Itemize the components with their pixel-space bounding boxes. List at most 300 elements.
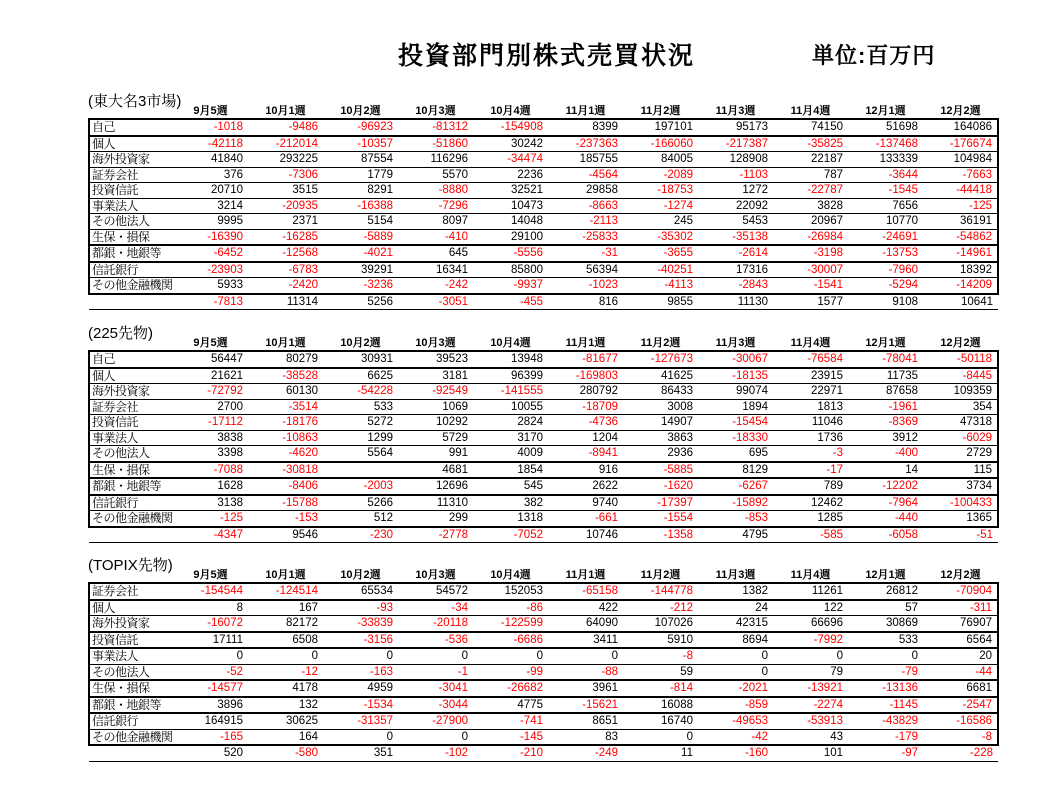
- cell: 96399: [511, 369, 543, 382]
- total-row: [89, 527, 998, 543]
- cell: -8369: [888, 416, 918, 429]
- cell: 0: [386, 650, 393, 663]
- cell: -30007: [807, 263, 843, 276]
- column-header: 11月1週: [565, 337, 606, 349]
- cell: 10770: [886, 215, 918, 228]
- cell: -10863: [282, 431, 318, 444]
- cell: -125: [968, 199, 992, 212]
- cell: 2824: [517, 416, 543, 429]
- cell: 3214: [217, 199, 243, 212]
- cell: 5729: [442, 431, 468, 444]
- table-row: [89, 713, 998, 729]
- row-label: 海外投資家: [92, 152, 150, 167]
- cell: -30067: [732, 353, 768, 366]
- column-header: 11月3週: [715, 569, 756, 581]
- cell: -3236: [363, 279, 393, 292]
- cell: 43: [830, 730, 843, 743]
- cell: 0: [536, 650, 543, 663]
- cell: 3181: [442, 369, 468, 382]
- cell: -43829: [882, 715, 918, 728]
- cell: 9740: [592, 496, 618, 509]
- cell: 17111: [212, 633, 243, 646]
- cell: -33839: [357, 617, 393, 630]
- column-header: 12月2週: [940, 569, 981, 581]
- table-body: [89, 119, 998, 294]
- cell: 2236: [517, 168, 543, 181]
- cell: 11310: [436, 496, 468, 509]
- row-label: 都銀・地銀等: [92, 479, 162, 494]
- cell: 8129: [742, 463, 768, 476]
- cell: 14048: [511, 215, 543, 228]
- table-row: [89, 664, 998, 680]
- cell: 991: [448, 447, 468, 460]
- cell: -14577: [207, 682, 243, 695]
- page-title: 投資部門別株式売買状況: [398, 42, 696, 70]
- cell: -7992: [813, 633, 843, 646]
- cell: 9855: [667, 295, 693, 308]
- row-label: 生保・損保: [92, 681, 150, 696]
- cell: 3828: [817, 199, 843, 212]
- cell: 10746: [586, 528, 618, 541]
- cell: -99: [526, 665, 543, 678]
- cell: -13921: [807, 682, 843, 695]
- cell: 79: [830, 665, 843, 678]
- row-label: 事業法人: [92, 649, 139, 664]
- cell: 10473: [511, 199, 543, 212]
- cell: 5453: [742, 215, 768, 228]
- cell: 107026: [654, 617, 693, 630]
- column-header: 11月2週: [640, 105, 681, 117]
- column-header: 12月2週: [940, 337, 981, 349]
- cell: 36191: [960, 215, 992, 228]
- cell: 14: [905, 463, 918, 476]
- cell: 422: [598, 601, 618, 614]
- cell: -1274: [663, 199, 693, 212]
- cell: 3838: [217, 431, 243, 444]
- cell: 4178: [292, 682, 318, 695]
- cell: 24: [755, 601, 768, 614]
- cell: 6508: [292, 633, 318, 646]
- cell: -102: [444, 747, 468, 760]
- cell: 116296: [430, 153, 468, 166]
- cell: -18330: [732, 431, 768, 444]
- cell: -1358: [663, 528, 693, 541]
- cell: 22971: [811, 385, 843, 398]
- cell: 245: [673, 215, 693, 228]
- cell: -16390: [207, 230, 243, 243]
- cell: -859: [744, 698, 768, 711]
- table-title: (東大名3市場): [88, 93, 182, 110]
- cell: -79: [901, 665, 918, 678]
- cell: 0: [236, 650, 243, 663]
- cell: -536: [444, 633, 468, 646]
- cell: -137468: [875, 137, 918, 150]
- cell: 74150: [811, 121, 843, 134]
- cell: 29858: [586, 184, 618, 197]
- column-header: 9月5週: [193, 569, 228, 581]
- cell: 5266: [367, 496, 393, 509]
- cell: 5256: [367, 295, 393, 308]
- cell: 1299: [367, 431, 393, 444]
- table-row: [89, 262, 998, 278]
- cell: 14907: [661, 416, 693, 429]
- cell: -14209: [956, 279, 992, 292]
- cell: -8941: [588, 447, 618, 460]
- cell: 3961: [592, 682, 618, 695]
- cell: 133339: [879, 153, 918, 166]
- cell: -7306: [288, 168, 318, 181]
- cell: -7052: [513, 528, 543, 541]
- cell: -54862: [956, 230, 992, 243]
- cell: 22092: [736, 199, 768, 212]
- cell: -242: [444, 279, 468, 292]
- cell: 1736: [817, 431, 843, 444]
- row-label: 個人: [92, 368, 116, 383]
- cell: 695: [748, 447, 768, 460]
- cell: 11046: [811, 416, 843, 429]
- cell: 23915: [811, 369, 843, 382]
- column-header: 11月1週: [565, 569, 606, 581]
- cell: -6686: [513, 633, 543, 646]
- cell: 30242: [511, 137, 543, 150]
- column-header: 9月5週: [193, 105, 228, 117]
- table-row: [89, 632, 998, 649]
- column-header: 11月2週: [640, 569, 681, 581]
- cell: 10292: [436, 416, 468, 429]
- data-table: [88, 102, 999, 310]
- cell: 11261: [811, 585, 843, 598]
- column-header: 10月1週: [265, 569, 306, 581]
- cell: -42: [751, 730, 768, 743]
- cell: -3: [832, 447, 843, 460]
- column-header: 11月4週: [790, 337, 831, 349]
- cell: -3044: [438, 698, 468, 711]
- header-row: [89, 334, 998, 351]
- cell: -35302: [657, 230, 693, 243]
- table-row: [89, 495, 998, 511]
- cell: -5294: [888, 279, 918, 292]
- column-header: 12月2週: [940, 105, 981, 117]
- cell: -163: [369, 665, 393, 678]
- cell: -44418: [956, 184, 992, 197]
- cell: 185755: [579, 153, 618, 166]
- cell: -237363: [575, 137, 618, 150]
- cell: -76584: [807, 353, 843, 366]
- cell: 8399: [592, 121, 618, 134]
- cell: -311: [969, 601, 992, 614]
- cell: -8663: [588, 199, 618, 212]
- column-header: 10月4週: [490, 337, 531, 349]
- cell: -40251: [657, 263, 693, 276]
- cell: 4775: [517, 698, 543, 711]
- cell: -15788: [282, 496, 318, 509]
- cell: -2089: [663, 168, 693, 181]
- cell: -12568: [282, 247, 318, 260]
- cell: -6267: [738, 480, 768, 493]
- cell: 1365: [966, 512, 992, 525]
- row-label: 都銀・地銀等: [92, 246, 162, 261]
- cell: -1541: [813, 279, 843, 292]
- cell: 11130: [737, 295, 768, 308]
- data-table: [88, 566, 999, 762]
- table-row: [89, 648, 998, 664]
- cell: -7960: [888, 263, 918, 276]
- cell: -81312: [432, 121, 468, 134]
- cell: 12462: [811, 496, 843, 509]
- cell: -24691: [882, 230, 918, 243]
- cell: -16586: [956, 715, 992, 728]
- cell: 1813: [817, 400, 843, 413]
- row-label: 生保・損保: [92, 229, 150, 244]
- cell: 16740: [661, 715, 693, 728]
- cell: -2547: [962, 698, 992, 711]
- cell: 30625: [286, 715, 318, 728]
- cell: -1: [457, 665, 468, 678]
- cell: 80279: [286, 353, 318, 366]
- cell: 87658: [886, 385, 918, 398]
- cell: 293225: [279, 153, 318, 166]
- table-row: [89, 478, 998, 495]
- cell: -17112: [208, 416, 243, 429]
- column-header: 10月1週: [265, 337, 306, 349]
- row-label: その他金融機関: [92, 729, 173, 744]
- cell: -4021: [363, 247, 393, 260]
- cell: 39523: [436, 353, 468, 366]
- cell: -4736: [588, 416, 618, 429]
- cell: 9108: [892, 295, 918, 308]
- table-footer: [89, 527, 998, 543]
- cell: 2622: [592, 480, 618, 493]
- cell: -15454: [732, 416, 768, 429]
- cell: 8291: [367, 184, 393, 197]
- table-row: [89, 278, 998, 294]
- cell: -124514: [275, 585, 318, 598]
- cell: 101: [823, 747, 843, 760]
- cell: -212: [669, 601, 693, 614]
- column-header: 10月1週: [265, 105, 306, 117]
- cell: 59: [680, 665, 693, 678]
- cell: -9937: [513, 279, 543, 292]
- cell: 1285: [817, 512, 843, 525]
- cell: -34474: [507, 153, 543, 166]
- row-label: 投資信託: [92, 183, 139, 198]
- cell: -7964: [888, 496, 918, 509]
- cell: 54572: [436, 585, 468, 598]
- table-row: [89, 119, 998, 136]
- cell: 9546: [292, 528, 318, 541]
- row-label: その他金融機関: [92, 511, 173, 526]
- cell: 128908: [729, 153, 768, 166]
- cell: -3156: [363, 633, 393, 646]
- table-body: [89, 351, 998, 527]
- cell: 164915: [204, 715, 243, 728]
- cell: -12202: [882, 480, 918, 493]
- column-header: 10月3週: [415, 337, 456, 349]
- cell: 60130: [286, 385, 318, 398]
- cell: 16341: [436, 263, 468, 276]
- cell: 82172: [286, 617, 318, 630]
- cell: -86: [526, 601, 543, 614]
- cell: 56447: [211, 353, 243, 366]
- column-header: 12月1週: [865, 569, 906, 581]
- cell: -20935: [282, 199, 318, 212]
- cell: 2371: [292, 215, 318, 228]
- cell: 520: [223, 747, 243, 760]
- cell: -51: [976, 528, 993, 541]
- cell: 47318: [960, 416, 992, 429]
- cell: 512: [373, 512, 393, 525]
- cell: -160: [744, 747, 768, 760]
- cell: 6681: [966, 682, 992, 695]
- cell: 1272: [742, 184, 768, 197]
- table-row: [89, 462, 998, 479]
- cell: -54228: [357, 385, 393, 398]
- cell: 22187: [811, 153, 843, 166]
- cell: 3912: [892, 431, 918, 444]
- cell: [323, 462, 398, 479]
- row-label: 証券会社: [92, 167, 139, 182]
- row-label: 個人: [92, 136, 116, 151]
- cell: 3863: [667, 431, 693, 444]
- cell: -210: [519, 747, 543, 760]
- row-label: その他法人: [92, 446, 150, 461]
- cell: 11314: [286, 295, 318, 308]
- cell: -144778: [650, 585, 693, 598]
- cell: -35825: [807, 137, 843, 150]
- cell: -455: [519, 295, 543, 308]
- cell: 0: [686, 730, 693, 743]
- table-row: [89, 399, 998, 415]
- cell: 86433: [661, 385, 693, 398]
- cell: 4009: [517, 447, 543, 460]
- cell: -49653: [732, 715, 768, 728]
- cell: -6058: [888, 528, 918, 541]
- cell: 1854: [517, 463, 543, 476]
- cell: -2614: [738, 247, 768, 260]
- cell: 916: [598, 463, 618, 476]
- cell: 42315: [736, 617, 768, 630]
- cell: 12696: [436, 480, 468, 493]
- cell: -165: [219, 730, 243, 743]
- cell: 167: [298, 601, 318, 614]
- row-label: [89, 527, 173, 543]
- cell: -17397: [657, 496, 693, 509]
- cell: 6625: [367, 369, 393, 382]
- cell: -9486: [288, 121, 318, 134]
- cell: 7656: [892, 199, 918, 212]
- table-header: [89, 566, 998, 583]
- cell: 18392: [960, 263, 992, 276]
- cell: -53913: [807, 715, 843, 728]
- cell: 10641: [961, 295, 993, 308]
- cell: 76907: [960, 617, 992, 630]
- cell: -70904: [956, 585, 992, 598]
- cell: 132: [298, 698, 318, 711]
- cell: 280792: [579, 385, 618, 398]
- table-row: [89, 446, 998, 462]
- cell: 5933: [217, 279, 243, 292]
- cell: -2420: [288, 279, 318, 292]
- cell: -585: [819, 528, 843, 541]
- cell: -2003: [363, 480, 393, 493]
- column-header: 10月3週: [415, 569, 456, 581]
- column-header: 11月1週: [565, 105, 606, 117]
- cell: -1023: [588, 279, 618, 292]
- cell: -18176: [282, 416, 318, 429]
- cell: -18135: [732, 369, 768, 382]
- cell: -3051: [438, 295, 468, 308]
- table-row: [89, 136, 998, 152]
- row-label: その他法人: [92, 664, 150, 679]
- cell: 0: [761, 650, 768, 663]
- cell: 645: [448, 247, 468, 260]
- cell: 115: [973, 463, 992, 476]
- cell: 65534: [361, 585, 393, 598]
- cell: -8445: [962, 369, 992, 382]
- cell: -51860: [432, 137, 468, 150]
- cell: 0: [836, 650, 843, 663]
- table-header: [89, 334, 998, 351]
- column-header: 11月3週: [715, 337, 756, 349]
- cell: 545: [523, 480, 543, 493]
- cell: 789: [823, 480, 843, 493]
- column-header: 12月1週: [865, 105, 906, 117]
- cell: 376: [223, 168, 243, 181]
- table-section-3markets: [88, 92, 997, 310]
- cell: -52: [226, 665, 243, 678]
- table-title: (TOPIX先物): [88, 557, 173, 574]
- table-body: [89, 583, 998, 745]
- cell: 11: [681, 747, 693, 760]
- cell: -18753: [657, 184, 693, 197]
- cell: 0: [461, 730, 468, 743]
- table-section-topix-futures: [88, 556, 997, 762]
- cell: -38528: [282, 369, 318, 382]
- cell: -814: [669, 682, 693, 695]
- cell: -26682: [507, 682, 543, 695]
- cell: 41625: [661, 369, 693, 382]
- table-row: [89, 616, 998, 632]
- cell: -3198: [813, 247, 843, 260]
- cell: -25833: [582, 230, 618, 243]
- cell: -65158: [582, 585, 618, 598]
- unit-label: 単位:百万円: [812, 43, 936, 68]
- row-label: [89, 745, 173, 761]
- cell: -31: [601, 247, 618, 260]
- cell: -42118: [208, 137, 243, 150]
- cell: 29100: [511, 230, 543, 243]
- row-label: 自己: [92, 120, 116, 135]
- cell: 8694: [742, 633, 768, 646]
- cell: 4959: [367, 682, 393, 695]
- cell: -127673: [650, 353, 693, 366]
- column-header: 11月2週: [640, 337, 681, 349]
- cell: 3170: [517, 431, 543, 444]
- cell: -1018: [213, 121, 243, 134]
- cell: 1318: [517, 512, 543, 525]
- cell: -1145: [889, 698, 918, 711]
- cell: 8097: [442, 215, 468, 228]
- cell: -7663: [962, 168, 992, 181]
- cell: 30869: [886, 617, 918, 630]
- total-row: [89, 745, 998, 761]
- cell: 1577: [817, 295, 843, 308]
- column-header: 11月4週: [790, 569, 831, 581]
- data-table: [88, 334, 999, 543]
- cell: 0: [311, 650, 318, 663]
- cell: -2274: [813, 698, 843, 711]
- cell: 1069: [442, 400, 468, 413]
